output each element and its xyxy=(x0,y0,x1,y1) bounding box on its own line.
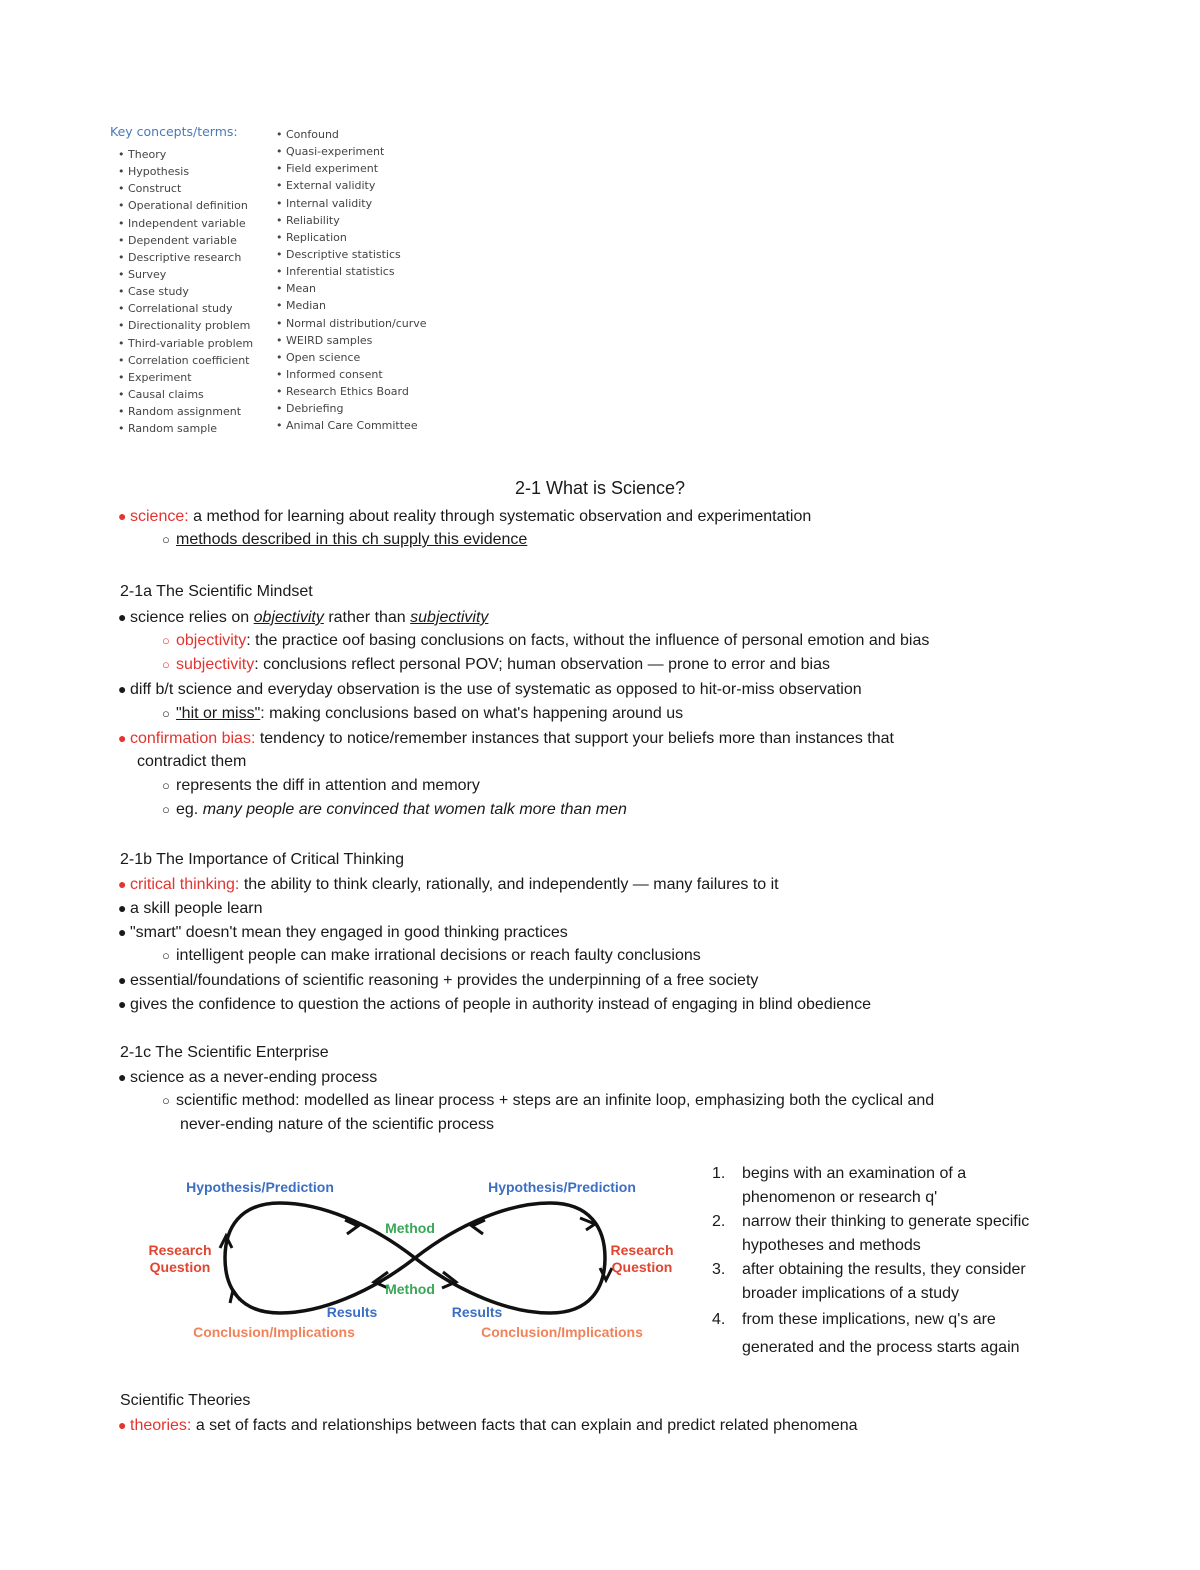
sub-hit-or-miss: ○ "hit or miss": making conclusions based on what's happening around us xyxy=(162,705,684,722)
key-term-item: • Correlational study xyxy=(118,300,253,317)
label-conclusion-left: Conclusion/Implications xyxy=(193,1324,355,1340)
key-term-item: • Debriefing xyxy=(276,400,427,417)
def-confirmation-bias-cont: contradict them xyxy=(137,753,247,770)
key-term-item: • Operational definition xyxy=(118,197,253,214)
step-item xyxy=(712,1162,1092,1210)
term-science: science: xyxy=(130,508,189,525)
label-research-right-2: Question xyxy=(611,1259,673,1275)
term-hit-or-miss: "hit or miss" xyxy=(176,705,261,722)
text-never-ending: science as a never-ending process xyxy=(130,1069,378,1086)
label-research-left-1: Research xyxy=(148,1242,212,1258)
bullet-science xyxy=(118,504,811,529)
text-example: many people are convinced that women talk more than men xyxy=(202,801,627,818)
label-method-bottom: Method xyxy=(385,1281,435,1297)
scientific-method-loop-diagram xyxy=(140,1168,690,1348)
key-term-item: • Internal validity xyxy=(276,195,427,212)
bullet-smart: ● "smart" doesn't mean they engaged in good thinking practices xyxy=(118,924,568,941)
key-term-item: • Quasi-experiment xyxy=(276,143,427,160)
key-term-item: • Causal claims xyxy=(118,386,253,403)
step-number: 2. xyxy=(712,1213,726,1230)
sub-attention-memory: ○ represents the diff in attention and memory xyxy=(162,777,480,794)
term-objectivity: objectivity xyxy=(176,632,247,649)
key-term-item: • Directionality problem xyxy=(118,317,253,334)
step-item xyxy=(712,1306,1092,1362)
label-research-left-2: Question xyxy=(149,1259,211,1275)
key-term-item: • Research Ethics Board xyxy=(276,383,427,400)
text-attention-memory: represents the diff in attention and memory xyxy=(176,777,480,794)
key-term-item: • Animal Care Committee xyxy=(276,417,427,434)
key-term-item: • Normal distribution/curve xyxy=(276,315,427,332)
key-term-item: • Hypothesis xyxy=(118,163,253,180)
def-subjectivity: : conclusions reflect personal POV; human observation — prone to error and bias xyxy=(254,656,830,673)
process-steps-list xyxy=(712,1162,1092,1362)
def-objectivity: : the practice oof basing conclusions on facts, without the influence of personal emotion and bias xyxy=(246,632,930,649)
text-span: rather than xyxy=(323,609,411,626)
key-term-item: • Case study xyxy=(118,283,253,300)
text-scientific-method: scientific method: modelled as linear process + steps are an infinite loop, emphasizing both the cyclical and xyxy=(176,1092,935,1109)
label-results-left: Results xyxy=(326,1304,378,1320)
def-hit-or-miss: : making conclusions based on what's happening around us xyxy=(260,705,684,722)
text-eg: eg. xyxy=(176,801,203,818)
key-term-item: • Reliability xyxy=(276,212,427,229)
label-research-right-1: Research xyxy=(610,1242,674,1258)
key-term-item: • Experiment xyxy=(118,369,253,386)
sub-scientific-method: ○ scientific method: modelled as linear process + steps are an infinite loop, emphasizing both the cyclical and xyxy=(162,1092,935,1109)
key-term-item: • Field experiment xyxy=(276,160,427,177)
term-confirmation-bias: confirmation bias: xyxy=(130,730,256,747)
key-term-item: • Random assignment xyxy=(118,403,253,420)
key-term-item: • Construct xyxy=(118,180,253,197)
key-term-item: • Correlation coefficient xyxy=(118,352,253,369)
text-essential: essential/foundations of scientific reasoning + provides the underpinning of a free society xyxy=(130,972,759,989)
arrow-left-bottom xyxy=(230,1290,240,1303)
step-number: 4. xyxy=(712,1311,726,1328)
def-confirmation-bias: tendency to notice/remember instances that support your beliefs more than instances that xyxy=(255,730,894,747)
label-results-right: Results xyxy=(451,1304,503,1320)
bullet-systematic: ● diff b/t science and everyday observation is the use of systematic as opposed to hit-or-miss observation xyxy=(118,681,862,698)
page-title: 2-1 What is Science? xyxy=(514,478,686,498)
key-term-item: • Survey xyxy=(118,266,253,283)
text-smart: "smart" doesn't mean they engaged in good thinking practices xyxy=(130,924,568,941)
step-text-line-2: generated and the process starts again xyxy=(742,1339,1020,1356)
key-term-item: • Independent variable xyxy=(118,215,253,232)
key-terms-column-2 xyxy=(276,126,427,435)
label-conclusion-right: Conclusion/Implications xyxy=(481,1324,643,1340)
term-theories: theories: xyxy=(130,1417,192,1434)
step-text-line-2: hypotheses and methods xyxy=(742,1237,921,1254)
text-span: science relies on xyxy=(130,609,254,626)
sub-subjectivity: ○ subjectivity: conclusions reflect personal POV; human observation — prone to error and bias xyxy=(162,656,830,673)
step-text-line-1: begins with an examination of a xyxy=(742,1165,967,1182)
key-term-item: • Confound xyxy=(276,126,427,143)
bullet-skill: ● a skill people learn xyxy=(118,900,263,917)
bullet-confidence: ● gives the confidence to question the actions of people in authority instead of engaging in blind obedience xyxy=(118,996,871,1013)
key-term-item: • Informed consent xyxy=(276,366,427,383)
sub-example: ○ eg. many people are convinced that women talk more than men xyxy=(162,801,627,818)
bullet-objectivity: ● science relies on objectivity rather than subjectivity xyxy=(118,609,489,626)
key-term-item: • Random sample xyxy=(118,420,253,437)
step-text-line-1: after obtaining the results, they consider xyxy=(742,1261,1026,1278)
sub-science-text: methods described in this ch supply this evidence xyxy=(176,531,528,548)
sub-scientific-method-cont: never-ending nature of the scientific process xyxy=(180,1116,494,1133)
text-skill: a skill people learn xyxy=(130,900,263,917)
key-term-item: • Third-variable problem xyxy=(118,335,253,352)
step-number: 1. xyxy=(712,1165,726,1182)
heading-theories: Scientific Theories xyxy=(120,1392,251,1409)
text-intelligent: intelligent people can make irrational decisions or reach faulty conclusions xyxy=(176,947,701,964)
step-item xyxy=(712,1258,1092,1306)
key-term-item: • Median xyxy=(276,297,427,314)
key-term-item: • Replication xyxy=(276,229,427,246)
key-term-item: • Descriptive statistics xyxy=(276,246,427,263)
key-term-item: • Mean xyxy=(276,280,427,297)
heading-2-1a: 2-1a The Scientific Mindset xyxy=(120,583,313,600)
objectivity-word: objectivity xyxy=(253,609,324,626)
step-item xyxy=(712,1210,1092,1258)
def-theories: a set of facts and relationships between facts that can explain and predict related phenomena xyxy=(191,1417,858,1434)
def-critical-thinking: the ability to think clearly, rationally, and independently — many failures to it xyxy=(239,876,779,893)
step-text-line-1: narrow their thinking to generate specific xyxy=(742,1213,1030,1230)
text-confidence: gives the confidence to question the actions of people in authority instead of engaging in blind obedience xyxy=(130,996,871,1013)
sub-science: ○ methods described in this ch supply this evidence xyxy=(162,531,528,548)
step-number: 3. xyxy=(712,1261,726,1278)
label-hypothesis-right: Hypothesis/Prediction xyxy=(488,1179,636,1195)
key-terms-column-1 xyxy=(118,146,253,437)
key-term-item: • External validity xyxy=(276,177,427,194)
bullet-critical-thinking: ● critical thinking: the ability to think clearly, rationally, and independently — many failures to it xyxy=(118,876,779,893)
sub-intelligent: ○ intelligent people can make irrational decisions or reach faulty conclusions xyxy=(162,947,701,964)
def-science: a method for learning about reality through systematic observation and experimentation xyxy=(188,508,812,525)
label-method-top: Method xyxy=(385,1220,435,1236)
text-systematic: diff b/t science and everyday observation is the use of systematic as opposed to hit-or-miss observation xyxy=(130,681,862,698)
bullet-confirmation-bias: ● confirmation bias: tendency to notice/remember instances that support your beliefs more than instances that xyxy=(118,730,894,747)
subjectivity-word: subjectivity xyxy=(410,609,489,626)
bullet-dot: ● xyxy=(118,508,127,524)
step-text-line-1: from these implications, new q's are xyxy=(742,1311,996,1328)
key-term-item: • Descriptive research xyxy=(118,249,253,266)
step-text-line-2: broader implications of a study xyxy=(742,1285,959,1302)
sub-objectivity: ○ objectivity: the practice oof basing conclusions on facts, without the influence of personal emotion and bias xyxy=(162,632,930,649)
label-hypothesis-left: Hypothesis/Prediction xyxy=(186,1179,334,1195)
heading-2-1c: 2-1c The Scientific Enterprise xyxy=(120,1044,329,1061)
bullet-essential: ● essential/foundations of scientific reasoning + provides the underpinning of a free society xyxy=(118,972,759,989)
term-critical-thinking: critical thinking: xyxy=(130,876,240,893)
key-term-item: • Inferential statistics xyxy=(276,263,427,280)
key-term-item: • WEIRD samples xyxy=(276,332,427,349)
bullet-never-ending: ● science as a never-ending process xyxy=(118,1069,378,1086)
bullet-theories: ● theories: a set of facts and relationships between facts that can explain and predict related phenomena xyxy=(118,1417,858,1434)
term-subjectivity: subjectivity xyxy=(176,656,255,673)
key-term-item: • Dependent variable xyxy=(118,232,253,249)
key-term-item: • Theory xyxy=(118,146,253,163)
key-term-item: • Open science xyxy=(276,349,427,366)
key-terms-heading: Key concepts/terms: xyxy=(110,124,238,139)
step-text-line-2: phenomenon or research q' xyxy=(742,1189,938,1206)
heading-2-1b: 2-1b The Importance of Critical Thinking xyxy=(120,851,404,868)
